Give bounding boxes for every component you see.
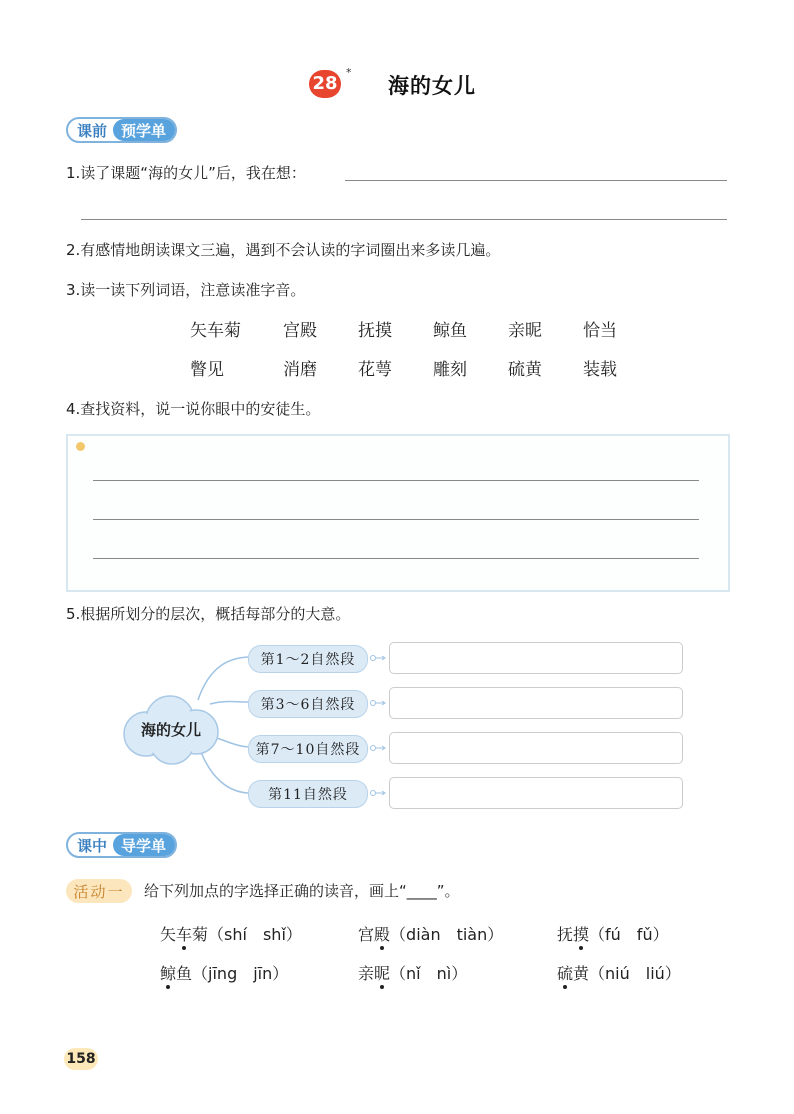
vocab-word: 恰当 bbox=[583, 321, 617, 341]
mindmap-center-label: 海的女儿 bbox=[140, 720, 201, 739]
pinyin-options[interactable]: （niú liú） bbox=[589, 964, 681, 983]
summary-answer-box[interactable] bbox=[389, 642, 683, 674]
pinyin-options[interactable]: （nǐ nì） bbox=[390, 964, 468, 983]
paragraph-range-pill: 第3～6自然段 bbox=[248, 690, 368, 718]
dotted-char: 车 bbox=[176, 922, 192, 945]
section-badge-left: 课前 bbox=[77, 121, 108, 140]
lesson-title: 海的女儿 bbox=[388, 74, 476, 98]
pinyin-options[interactable]: （jīng jīn） bbox=[192, 964, 289, 983]
arrow-right-icon bbox=[370, 654, 386, 662]
vocab-word: 瞥见 bbox=[190, 360, 224, 380]
pinyin-item[interactable] bbox=[358, 961, 467, 984]
answer-line-1a[interactable] bbox=[345, 180, 727, 181]
question-4: 4.查找资料，说一说你眼中的安徒生。 bbox=[66, 400, 321, 418]
dotted-char: 硫 bbox=[557, 961, 573, 984]
writing-line[interactable] bbox=[93, 519, 699, 520]
lesson-optional-mark: * bbox=[346, 66, 352, 79]
vocab-word: 硫黄 bbox=[508, 360, 542, 380]
pinyin-item[interactable] bbox=[557, 961, 681, 984]
vocab-word: 宫殿 bbox=[283, 321, 317, 341]
section-badge-preview bbox=[66, 117, 177, 143]
section-badge-left: 课中 bbox=[77, 836, 108, 855]
summary-answer-box[interactable] bbox=[389, 777, 683, 809]
word-char: 抚 bbox=[557, 925, 574, 944]
dotted-char: 昵 bbox=[374, 961, 390, 984]
section-badge-inclass bbox=[66, 832, 177, 858]
question-5: 5.根据所划分的层次，概括每部分的大意。 bbox=[66, 605, 351, 623]
pinyin-item[interactable] bbox=[557, 922, 669, 945]
vocab-word: 花萼 bbox=[358, 360, 392, 380]
paragraph-range-pill: 第7～10自然段 bbox=[248, 735, 368, 763]
word-char: 鱼 bbox=[176, 964, 193, 983]
pin-icon bbox=[76, 442, 85, 451]
word-char: 菊 bbox=[192, 925, 209, 944]
arrow-right-icon bbox=[370, 789, 386, 797]
question-3: 3.读一读下列词语，注意读准字音。 bbox=[66, 281, 306, 299]
pinyin-item[interactable] bbox=[160, 922, 302, 945]
vocab-word: 装载 bbox=[583, 360, 617, 380]
dotted-char: 鲸 bbox=[160, 961, 176, 984]
section-badge-right: 预学单 bbox=[113, 119, 175, 141]
vocab-word: 雕刻 bbox=[433, 360, 467, 380]
word-char: 黄 bbox=[573, 964, 590, 983]
vocab-word: 消磨 bbox=[283, 360, 317, 380]
word-char: 宫 bbox=[358, 925, 375, 944]
summary-answer-box[interactable] bbox=[389, 687, 683, 719]
section-badge-right: 导学单 bbox=[113, 834, 175, 856]
vocab-word: 抚摸 bbox=[358, 321, 392, 341]
writing-line[interactable] bbox=[93, 558, 699, 559]
dotted-char: 摸 bbox=[573, 922, 589, 945]
dotted-char: 殿 bbox=[374, 922, 390, 945]
vocab-word: 鲸鱼 bbox=[433, 321, 467, 341]
arrow-right-icon bbox=[370, 744, 386, 752]
pinyin-options[interactable]: （fú fǔ） bbox=[589, 925, 669, 944]
pinyin-options[interactable]: （shí shǐ） bbox=[208, 925, 302, 944]
summary-answer-box[interactable] bbox=[389, 732, 683, 764]
pinyin-options[interactable]: （diàn tiàn） bbox=[390, 925, 504, 944]
page-number: 158 bbox=[64, 1048, 98, 1070]
vocab-word: 亲昵 bbox=[508, 321, 542, 341]
question-1: 1.读了课题“海的女儿”后，我在想： bbox=[66, 164, 306, 182]
pinyin-item[interactable] bbox=[160, 961, 288, 984]
pinyin-item[interactable] bbox=[358, 922, 503, 945]
paragraph-range-pill: 第1～2自然段 bbox=[248, 645, 368, 673]
writing-box[interactable] bbox=[66, 434, 730, 592]
word-char: 矢 bbox=[160, 925, 177, 944]
arrow-right-icon bbox=[370, 699, 386, 707]
question-2: 2.有感情地朗读课文三遍，遇到不会认读的字词圈出来多读几遍。 bbox=[66, 241, 501, 259]
word-char: 亲 bbox=[358, 964, 375, 983]
activity-label: 活动一 bbox=[66, 879, 132, 903]
lesson-number-badge: 28 bbox=[309, 70, 341, 98]
vocab-word: 矢车菊 bbox=[190, 321, 241, 341]
paragraph-range-pill: 第11自然段 bbox=[248, 780, 368, 808]
activity-instruction: 给下列加点的字选择正确的读音，画上“____”。 bbox=[144, 882, 460, 900]
answer-line-1b[interactable] bbox=[81, 219, 727, 220]
writing-line[interactable] bbox=[93, 480, 699, 481]
